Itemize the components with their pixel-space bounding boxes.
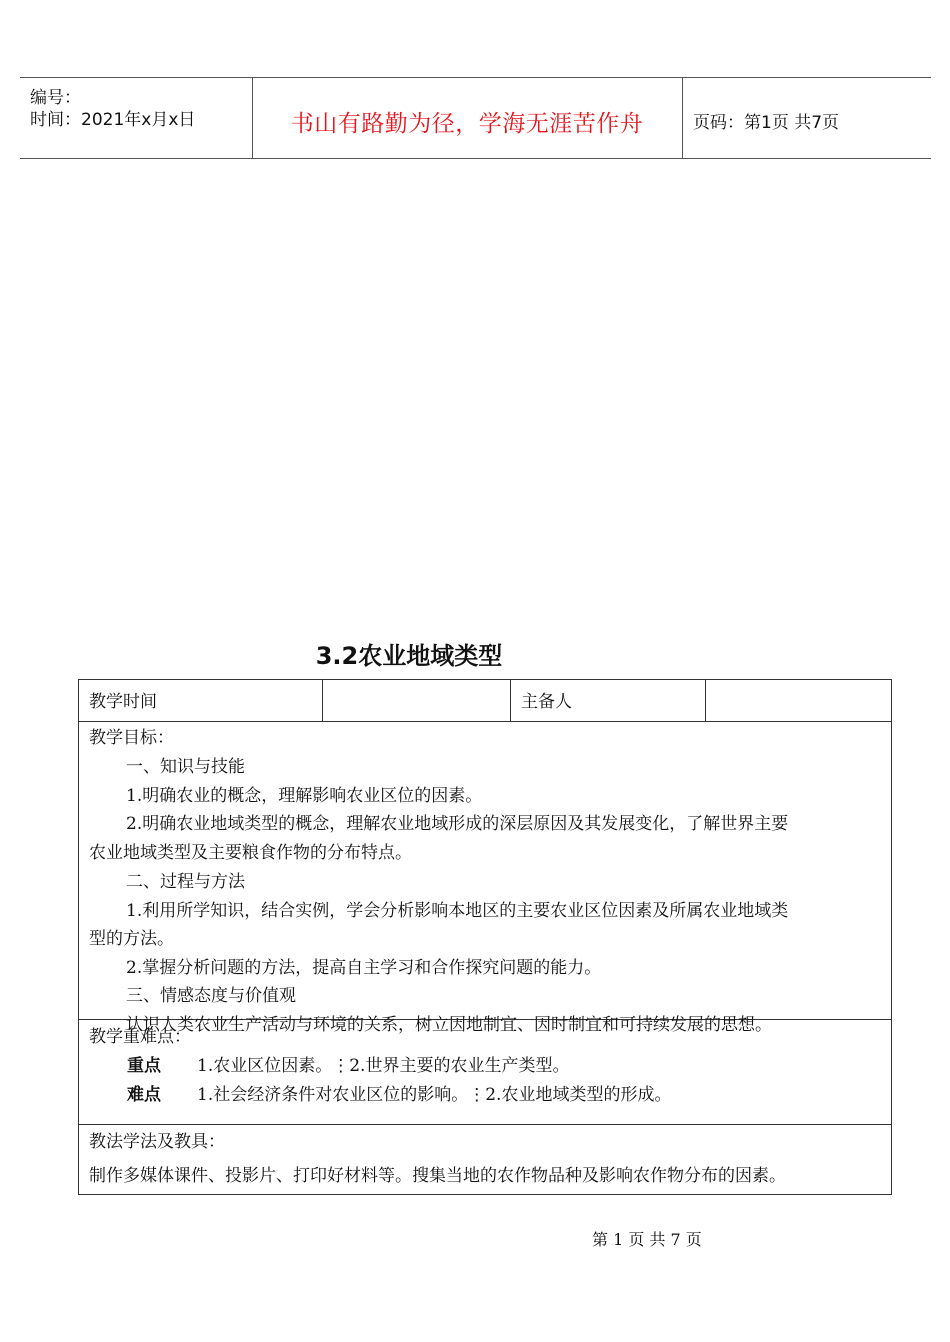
info-row [79, 680, 891, 722]
objectives-heading: 教学目标： [89, 728, 174, 748]
key-points-heading: 教学重难点： [89, 1027, 191, 1047]
teaching-time-label-cell [79, 680, 323, 721]
methods-heading: 教法学法及教具： [89, 1132, 225, 1152]
page-header [20, 77, 931, 159]
objective-line: 一、知识与技能 [126, 757, 245, 777]
page-footer: 第 1 页 共 7 页 [592, 1230, 702, 1249]
lesson-plan-table [78, 679, 892, 1195]
objective-line: 三、情感态度与价值观 [126, 986, 296, 1006]
difficult-point-label: 难点 [127, 1085, 161, 1105]
objective-line: 型的方法。 [89, 929, 174, 949]
key-point-label: 重点 [127, 1056, 161, 1076]
objective-line: 农业地域类型及主要粮食作物的分布特点。 [89, 843, 412, 863]
objective-line: 2.明确农业地域类型的概念，理解农业地域形成的深层原因及其发展变化，了解世界主要 [126, 814, 789, 834]
teaching-time-value-cell [323, 680, 511, 721]
document-number-label: 编号： [30, 88, 81, 108]
methods-section [79, 1125, 891, 1194]
objectives-section [79, 721, 891, 1035]
preparer-value-cell [706, 680, 891, 721]
teaching-time-label: 教学时间 [89, 692, 157, 712]
header-motto: 书山有路勤为径，学海无涯苦作舟 [290, 111, 644, 137]
objective-line: 1.明确农业的概念，理解影响农业区位的因素。 [126, 786, 483, 806]
objective-line: 2.掌握分析问题的方法，提高自主学习和合作探究问题的能力。 [126, 958, 602, 978]
objective-line: 认识人类农业生产活动与环境的关系，树立因地制宜、因时制宜和可持续发展的思想。 [126, 1015, 772, 1035]
objective-line: 1.利用所学知识，结合实例，学会分析影响本地区的主要农业区位因素及所属农业地域类 [126, 901, 789, 921]
objective-line: 二、过程与方法 [126, 872, 245, 892]
preparer-label: 主备人 [521, 692, 572, 712]
key-points-section [79, 1020, 891, 1125]
header-page-cell [682, 78, 931, 158]
document-date-label: 时间：2021年x月x日 [30, 110, 196, 130]
document-title: 3.2农业地域类型 [315, 642, 503, 670]
header-page-label: 页码：第1页 共7页 [693, 113, 840, 133]
key-point-text: 1.农业区位因素。⋮2.世界主要的农业生产类型。 [197, 1056, 570, 1076]
difficult-point-text: 1.社会经济条件对农业区位的影响。⋮2.农业地域类型的形成。 [197, 1085, 672, 1105]
preparer-label-cell [511, 680, 706, 721]
header-meta-cell [20, 78, 253, 158]
header-motto-cell [252, 78, 683, 158]
methods-text: 制作多媒体课件、投影片、打印好材料等。搜集当地的农作物品种及影响农作物分布的因素。 [89, 1166, 786, 1186]
